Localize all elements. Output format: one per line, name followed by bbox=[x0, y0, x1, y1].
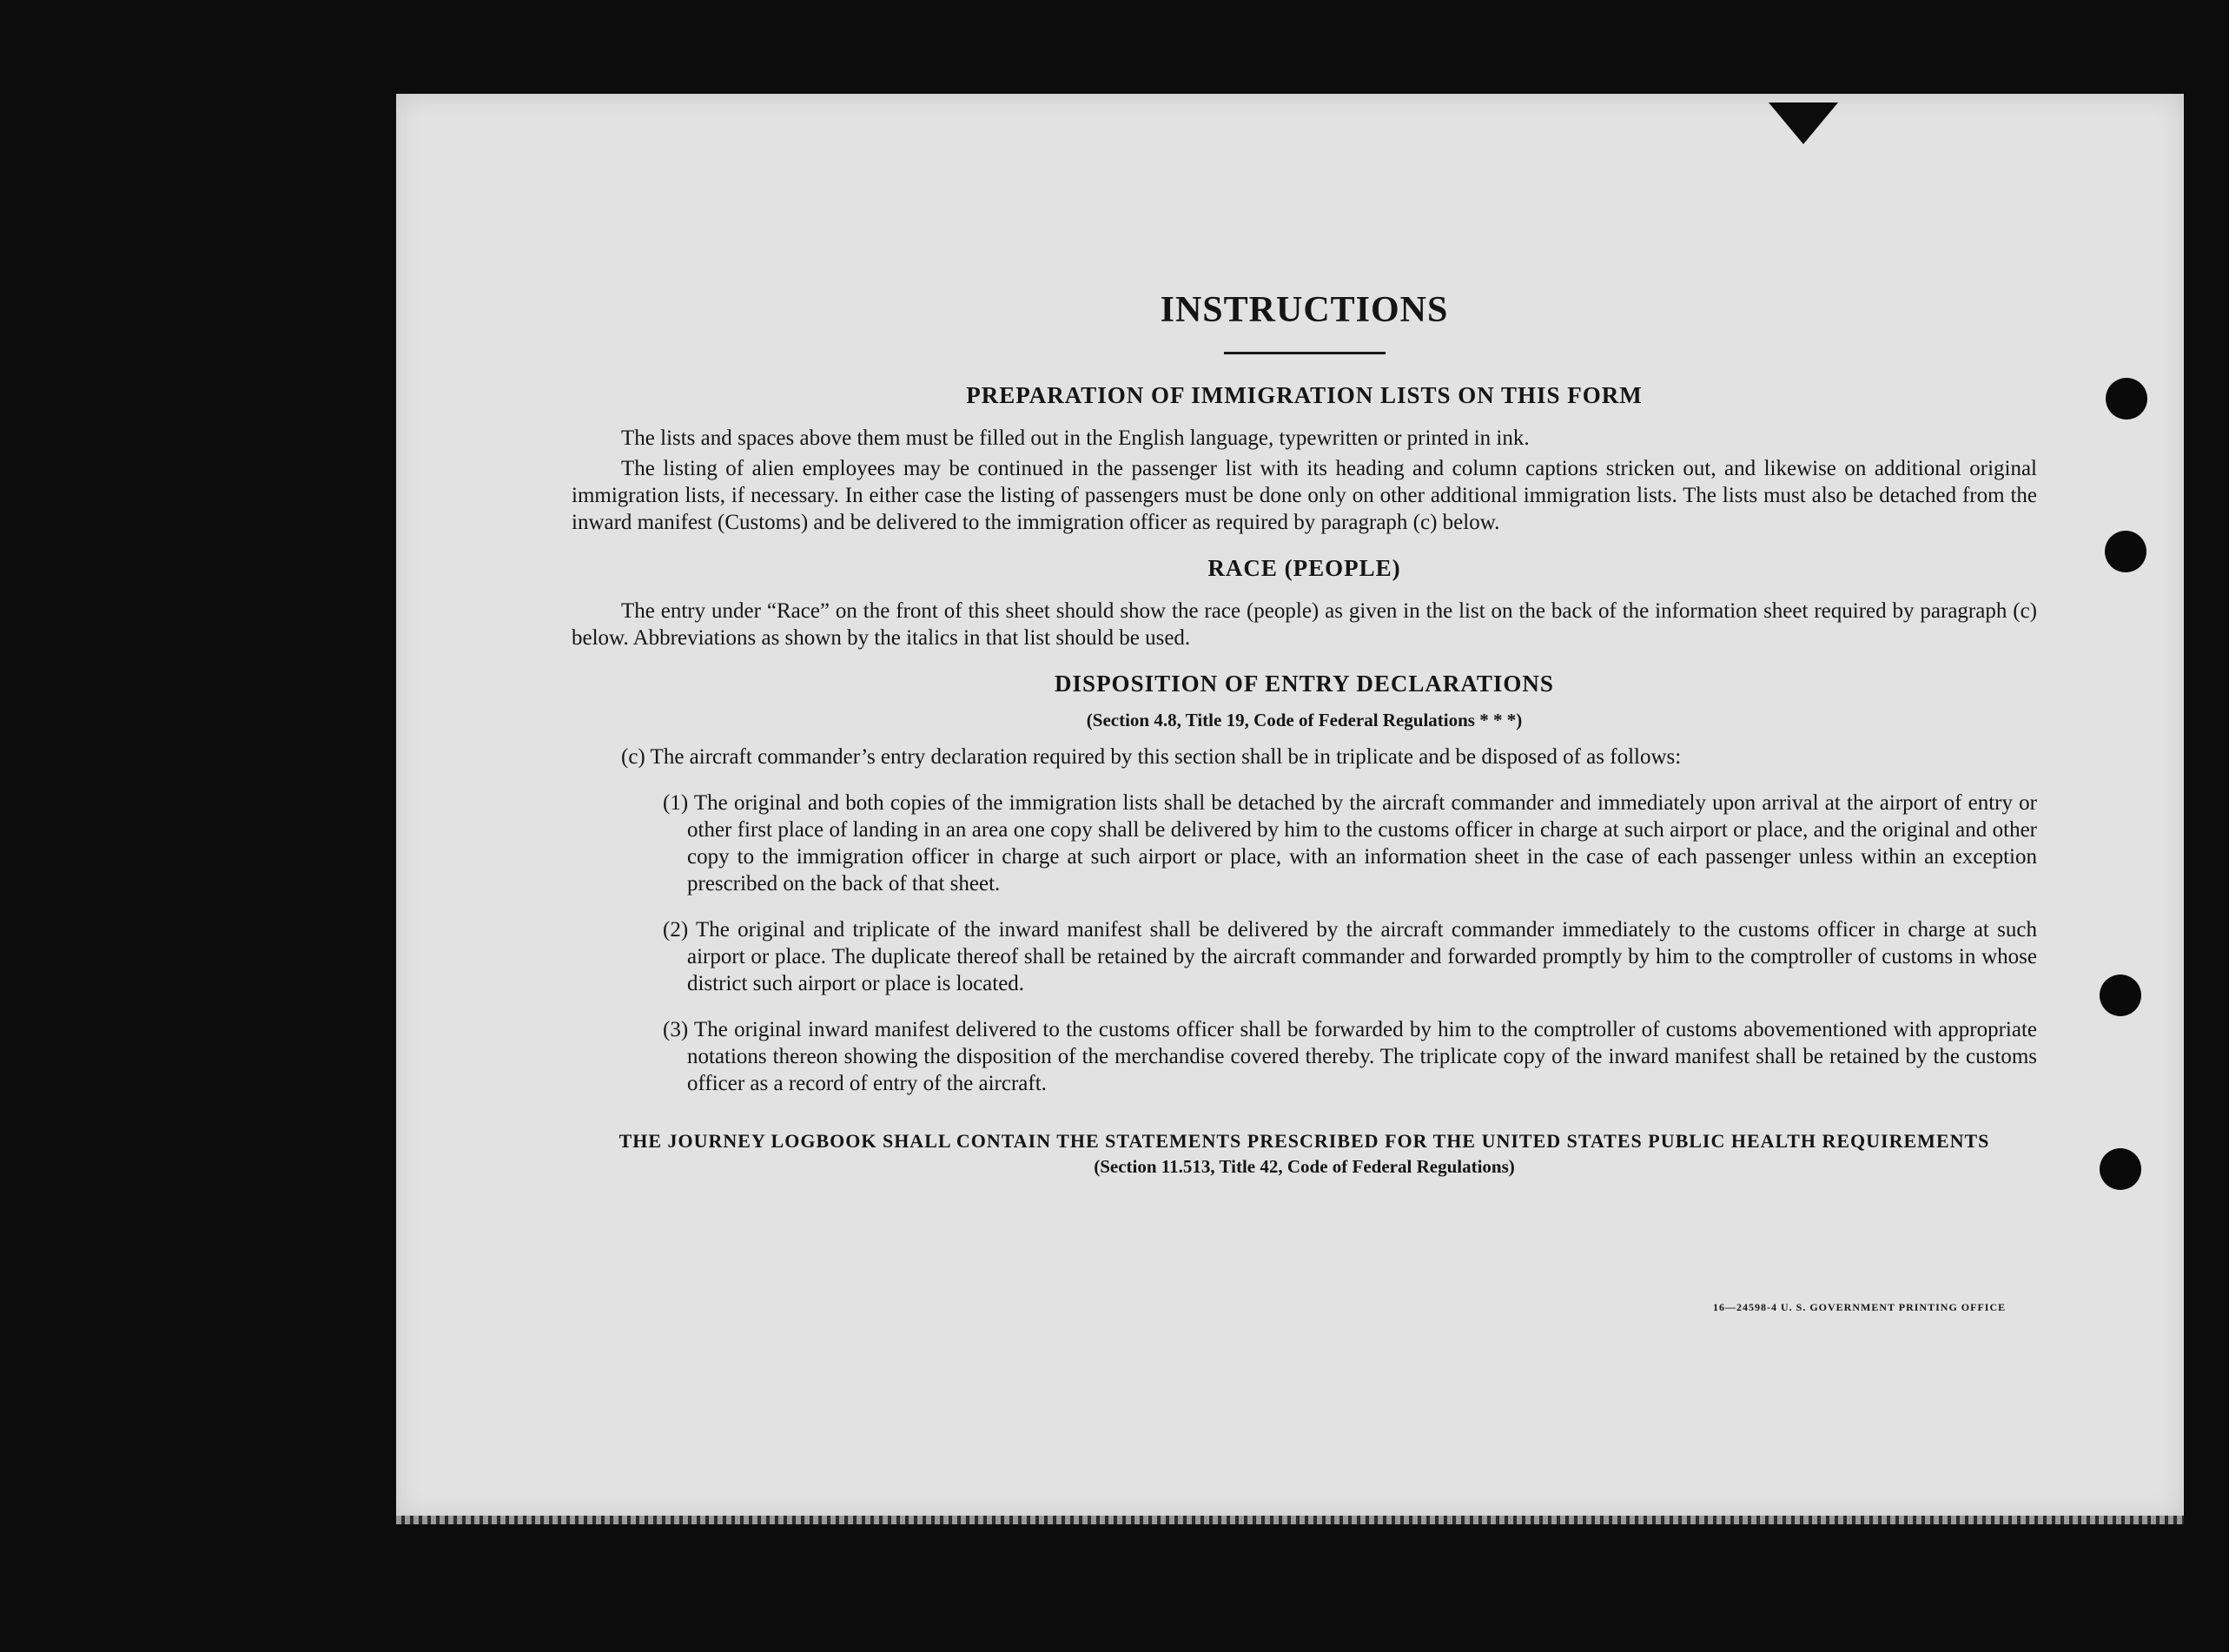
preparation-heading: PREPARATION OF IMMIGRATION LISTS ON THIS FORM bbox=[966, 382, 1643, 408]
preparation-paragraph-1: The lists and spaces above them must be filled out in the English language, typewritten or printed in ink. bbox=[621, 426, 1530, 450]
torn-corner bbox=[1769, 102, 1838, 144]
disposition-heading: DISPOSITION OF ENTRY DECLARATIONS bbox=[1055, 671, 1554, 697]
title-divider bbox=[1224, 352, 1386, 354]
punch-hole bbox=[2100, 975, 2141, 1016]
disposition-item-3: (3) The original inward manifest delivered to the customs officer shall be forwarded by him to the comptroller of customs abovementioned with appropriate notations thereon showing the disposition of the merchandise covered thereby. The triplicate copy of the inward manifest shall be retained by the customs officer as a record of entry of the aircraft. bbox=[663, 1018, 2037, 1095]
instructions-content bbox=[572, 289, 2037, 1178]
preparation-paragraph-2: The listing of alien employees may be continued in the passenger list with its heading and column captions stricken out, and likewise on additional original immigration lists, if necessary. In either case the listing of passengers must be done only on other additional immigration lists. The lists must also be detached from the inward manifest (Customs) and be delivered to the immigration officer as required by paragraph (c) below. bbox=[572, 457, 2037, 534]
printer-mark: 16—24598‑4 U. S. GOVERNMENT PRINTING OFFICE bbox=[1713, 1301, 2007, 1313]
race-paragraph: The entry under “Race” on the front of this sheet should show the race (people) as given in the list on the back of the information sheet required by paragraph (c) below. Abbreviations as shown by the italics in that list should be used. bbox=[572, 599, 2037, 650]
disposition-item-1: (1) The original and both copies of the immigration lists shall be detached by the aircraft commander and immediately upon arrival at the airport of entry or other first place of landing in an area one copy shall be delivered by him to the customs officer in charge at such airport or place, and the original and other copy to the immigration officer in charge at such airport or place, with an information sheet in the case of each passenger unless within an exception prescribed on the back of that sheet. bbox=[663, 791, 2037, 895]
disposition-item-2: (2) The original and triplicate of the inward manifest shall be delivered by the aircraft commander immediately to the customs officer in charge at such airport or place. The duplicate thereof shall be retained by the aircraft commander and forwarded promptly by him to the comptroller of customs in whose district such airport or place is located. bbox=[663, 918, 2037, 995]
punch-hole bbox=[2105, 531, 2146, 572]
disposition-citation: (Section 4.8, Title 19, Code of Federal Regulations * * *) bbox=[1086, 710, 1523, 730]
page-title: INSTRUCTIONS bbox=[1160, 290, 1449, 330]
document-sheet bbox=[396, 94, 2184, 1518]
disposition-lead: (c) The aircraft commander’s entry declaration required by this section shall be in triplicate and be disposed of as follows: bbox=[621, 745, 1682, 769]
sheet-bottom-edge bbox=[396, 1516, 2184, 1524]
punch-hole bbox=[2106, 378, 2147, 420]
footer-citation: (Section 11.513, Title 42, Code of Federal Regulations) bbox=[1094, 1156, 1515, 1177]
race-heading: RACE (PEOPLE) bbox=[1207, 555, 1401, 581]
footer-heading: THE JOURNEY LOGBOOK SHALL CONTAIN THE STATEMENTS PRESCRIBED FOR THE UNITED STATES PUBLIC HEALTH REQUIREMENTS bbox=[618, 1130, 1990, 1152]
punch-hole bbox=[2100, 1148, 2141, 1190]
